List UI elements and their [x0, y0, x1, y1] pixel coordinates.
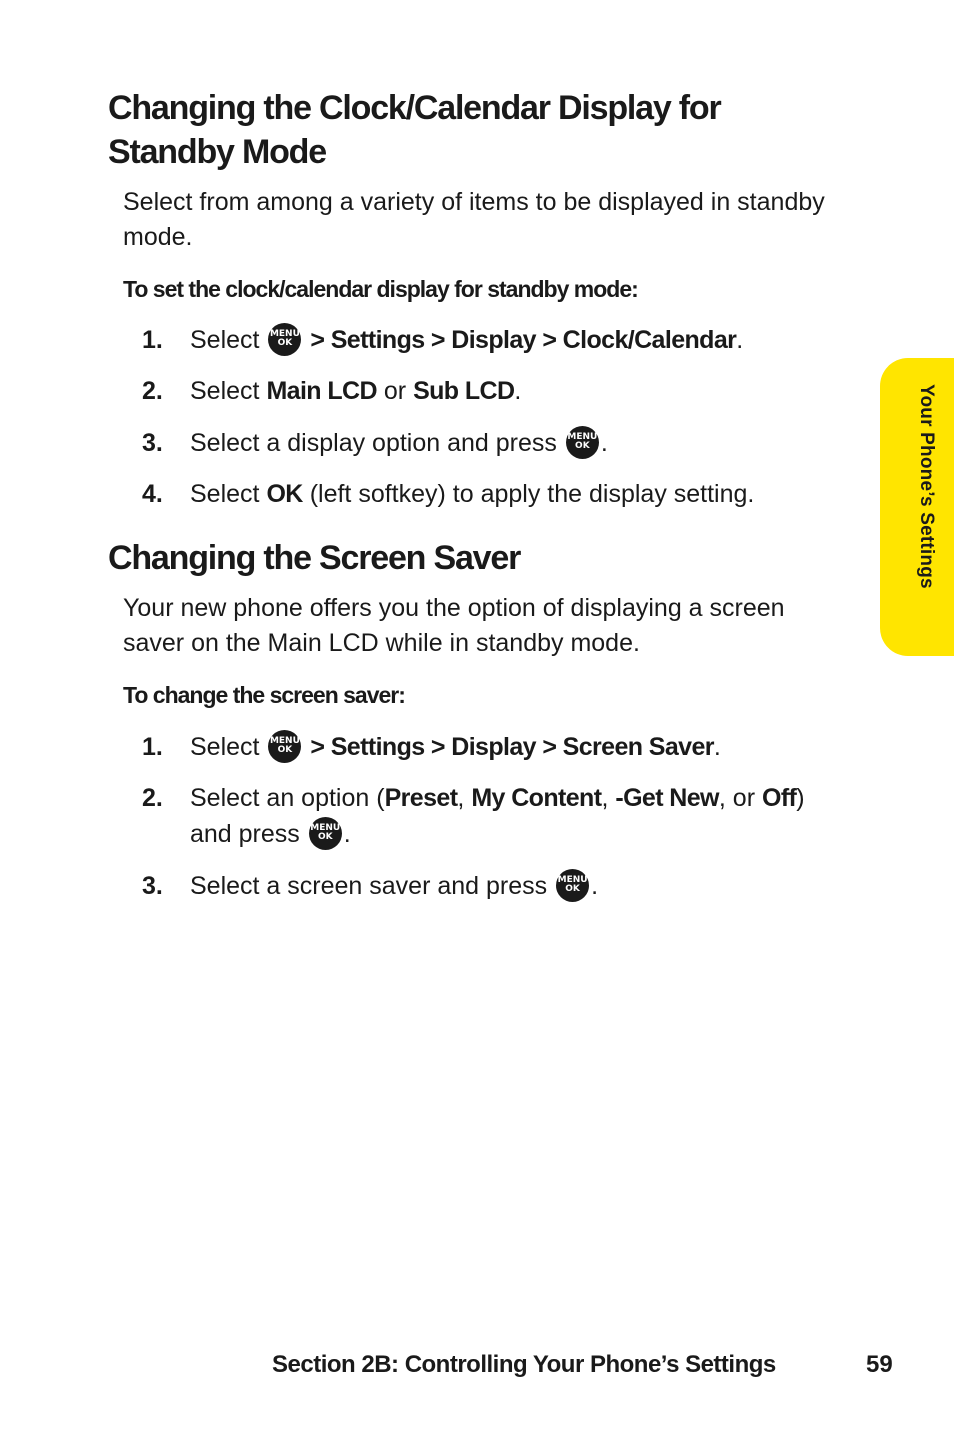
- section-title-clock-calendar: Changing the Clock/Calendar Display for Standby Mode: [108, 89, 721, 171]
- subheading-clock-calendar: To set the clock/calendar display for standby mode:: [123, 276, 638, 302]
- menu-ok-key-icon: MENU OK: [556, 869, 589, 902]
- footer-section-title: Section 2B: Controlling Your Phone’s Settings: [272, 1351, 776, 1378]
- section-intro-screen-saver: Your new phone offers you the option of displaying a screen saver on the Main LCD while in standby mode.: [123, 594, 785, 657]
- section-intro-clock-calendar: Select from among a variety of items to be displayed in standby mode.: [123, 188, 825, 251]
- step-number: 4.: [142, 480, 163, 508]
- step-text: Select a screen saver and press MENU OK .: [190, 868, 842, 904]
- step-number: 2.: [142, 784, 163, 812]
- page-number: 59: [866, 1351, 893, 1378]
- step-number: 3.: [142, 429, 163, 457]
- menu-ok-key-icon: MENU OK: [268, 730, 301, 763]
- step-text: Select MENU OK > Settings > Display > Clock/Calendar.: [190, 322, 842, 358]
- step-number: 3.: [142, 872, 163, 900]
- section-title-screen-saver: Changing the Screen Saver: [108, 539, 521, 577]
- menu-ok-key-icon: MENU OK: [309, 817, 342, 850]
- step-number: 1.: [142, 326, 163, 354]
- side-tab-label: Your Phone’s Settings: [916, 384, 937, 589]
- menu-ok-key-icon: MENU OK: [268, 323, 301, 356]
- step-text: Select a display option and press MENU OK .: [190, 425, 842, 461]
- step-text: Select an option (Preset, My Content, -Get New, or Off) and press MENU OK .: [190, 784, 805, 848]
- subheading-screen-saver: To change the screen saver:: [123, 682, 405, 708]
- menu-ok-key-icon: MENU OK: [566, 426, 599, 459]
- step-text: Select Main LCD or Sub LCD.: [190, 377, 522, 405]
- step-text: Select OK (left softkey) to apply the display setting.: [190, 480, 755, 508]
- step-number: 2.: [142, 377, 163, 405]
- step-text: Select MENU OK > Settings > Display > Screen Saver.: [190, 729, 842, 765]
- step-number: 1.: [142, 733, 163, 761]
